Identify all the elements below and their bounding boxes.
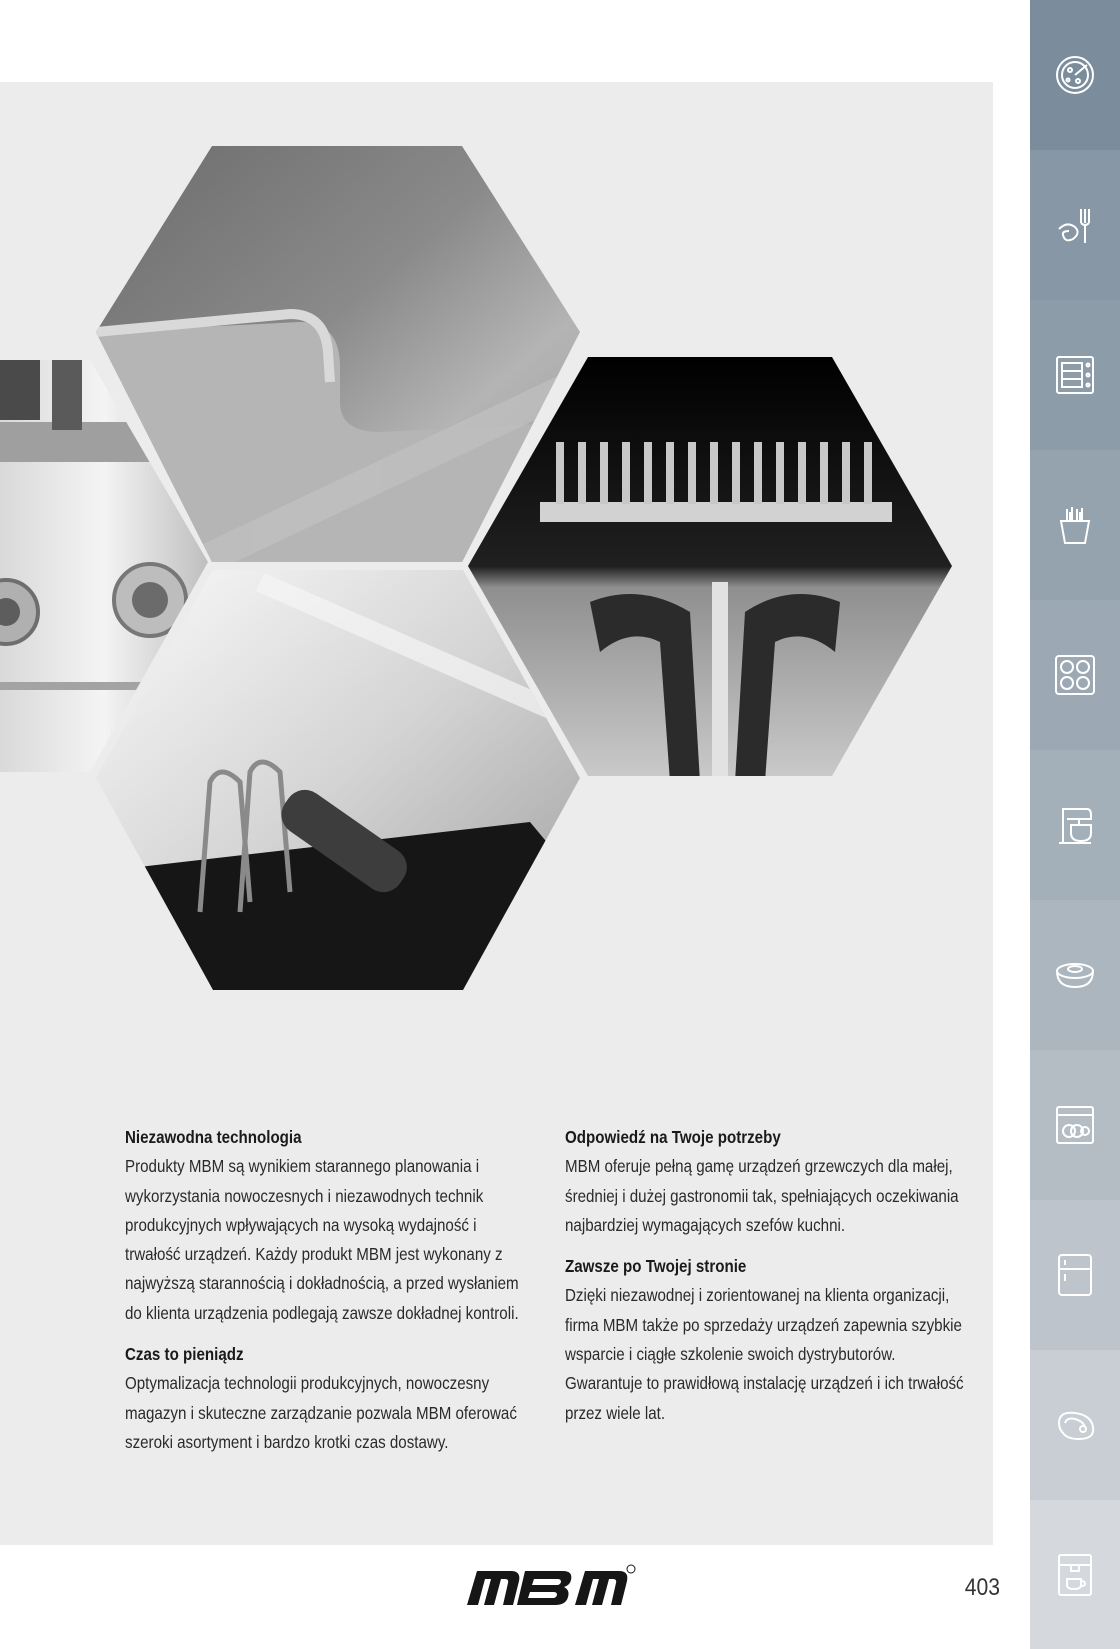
section-text: Dzięki niezawodnej i zorientowanej na klienta organizacji, firma MBM także po sprzedaży urządzeń zapewnia szybkie wsparcie i ciągłe szkolenie swoich dystrybutorów. Gwarantuje to prawidłową instalację urządzeń i ich trwałość przez wiele lat. — [565, 1285, 964, 1423]
category-sidebar — [1030, 0, 1120, 1649]
section-text: Produkty MBM są wynikiem starannego planowania i wykorzystania nowoczesnych i niezawodnych technik produkcyjnych wpływających na wysoką wydajność i trwałość urządzeń. Każdy produkt MBM jest wykonany z najwyższą starannością i dokładnością, a przed wysłaniem do klienta urządzenia podlegają zawsze dokładnej kontroli. — [125, 1156, 519, 1323]
cooktop-icon — [1053, 653, 1097, 697]
bowl-icon — [1053, 953, 1097, 997]
section-text: Optymalizacja technologii produkcyjnych, nowoczesny magazyn i skuteczne zarządzanie pozwala MBM oferować szeroki asortyment i bardzo krotki czas dostawy. — [125, 1373, 517, 1452]
tab-pizza[interactable] — [1030, 0, 1120, 150]
tab-mixer[interactable] — [1030, 750, 1120, 900]
oven-icon — [1053, 353, 1097, 397]
section-heading: Odpowiedź na Twoje potrzeby — [565, 1127, 781, 1147]
hexagon-photo-collage — [0, 82, 993, 1132]
mbm-logo — [463, 1561, 638, 1616]
coffee-machine-icon — [1053, 1553, 1097, 1597]
steak-icon — [1053, 1403, 1097, 1447]
tab-bowl[interactable] — [1030, 900, 1120, 1050]
dishwasher-icon — [1053, 1103, 1097, 1147]
tab-steak[interactable] — [1030, 1350, 1120, 1500]
fries-icon — [1053, 503, 1097, 547]
tab-coffee-machine[interactable] — [1030, 1500, 1120, 1649]
tab-fridge[interactable] — [1030, 1200, 1120, 1350]
section-heading: Niezawodna technologia — [125, 1127, 302, 1147]
section-heading: Czas to pieniądz — [125, 1344, 244, 1365]
page-number: 403 — [964, 1574, 1000, 1601]
tab-pasta[interactable] — [1030, 150, 1120, 300]
tab-cooktop[interactable] — [1030, 600, 1120, 750]
pizza-icon — [1053, 53, 1097, 97]
text-column-left — [125, 1123, 529, 1469]
tab-fries[interactable] — [1030, 450, 1120, 600]
pasta-icon — [1053, 203, 1097, 247]
text-column-right — [565, 1123, 969, 1440]
tab-oven[interactable] — [1030, 300, 1120, 450]
section-text: MBM oferuje pełną gamę urządzeń grzewczych dla małej, średniej i dużej gastronomii tak, spełniających oczekiwania najbardziej wymagających szefów kuchni. — [565, 1156, 959, 1235]
mixer-icon — [1053, 803, 1097, 847]
tab-dishwasher[interactable] — [1030, 1050, 1120, 1200]
fridge-icon — [1053, 1253, 1097, 1297]
section-heading: Zawsze po Twojej stronie — [565, 1256, 747, 1277]
